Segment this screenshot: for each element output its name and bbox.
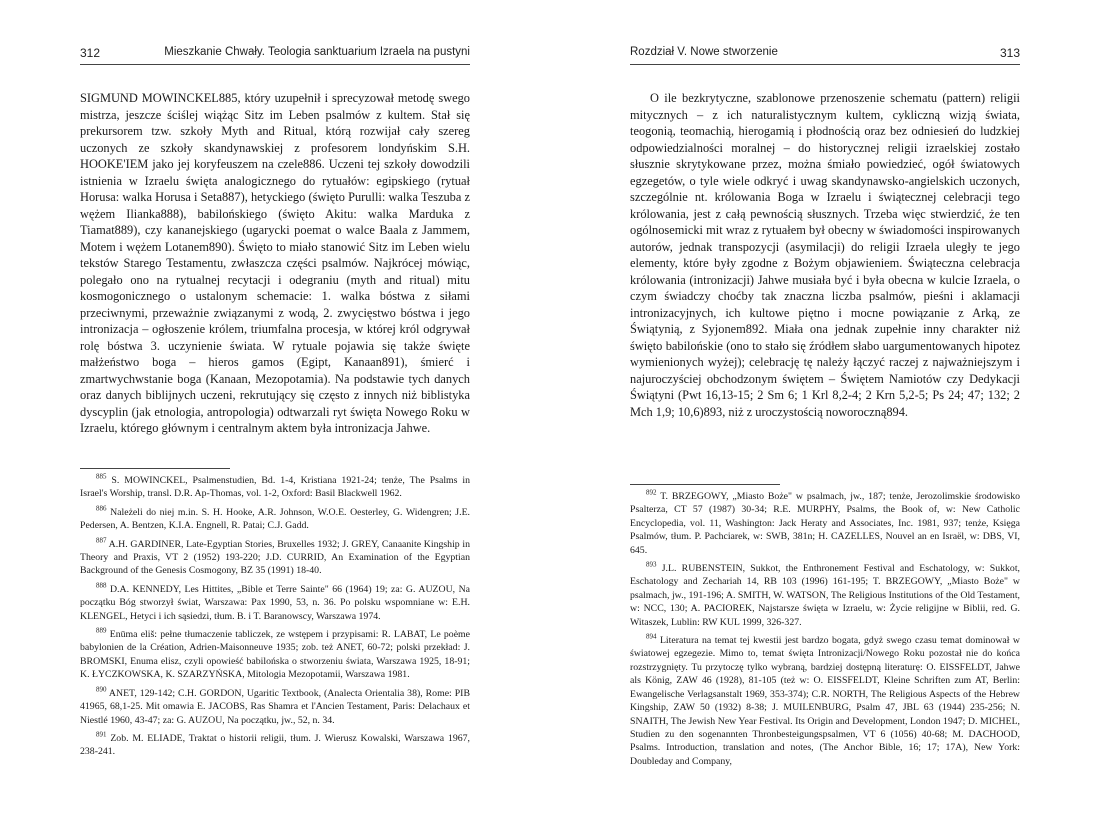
footnote — [630, 490, 1020, 557]
footnote-divider — [80, 468, 230, 469]
paragraph: O ile bezkrytyczne, szablonowe przenoszenie schematu (pattern) religii mitycznych – z ich naturalistycznym kultem, cykliczną wizją świata, teogonią, teomachią, hierogamią i płodnością oraz bez odniesień do ludzkiej odpowiedzialności moralnej – do historycznej religii izraelskiej zostało słusznie skrytykowane przez, można śmiało powiedzieć, ogół światowych egzegetów, o tyle wiele odkryć i uwag skandynawsko-angielskich uczonych, szczególnie nt. królowania Boga w Izraelu i świątecznej celebracji tego królowania, jest z całą pewnością słusznych. Trzeba więc stwierdzić, że ten ogólnosemicki mit wraz z rytuałem był obecny w świadomości inspirowanych autorów, jednak transpozycji (asymilacji) do religii Izraela uległy te jego elementy, które były zgodne z Bożym objawieniem. Świąteczna celebracja królowania (intronizacji) Jahwe musiała być i była obecna w kulcie Izraela, o czym świadczy choćby tak znaczna liczba psalmów, pieśni i aklamacji intronizacyjnych, ich kultowe piętno i mocne powiązanie z Arką, ze Świątynią, z Syjonem892. Miała ona jednak zupełnie inny charakter niż święto babilońskie (ono to stało się źródłem słabo uargumentowanych hipotez wymienionych wyżej); celebrację tę należy łączyć raczej z najważniejszym i najuroczyściej obchodzonym świętem – Świętem Namiotów czy Dedykacji Świątyni (Pwt 16,13-15; 2 Sm 6; 1 Krl 8,2-4; 2 Krn 5,2-5; Ps 24; 47; 132; 2 Mch 1,9; 10,6)893, niż z uroczystością noworoczną894. — [630, 91, 1020, 419]
footnote — [80, 538, 470, 578]
footnote-text: Należeli do niej m.in. S. H. Hooke, A.R. Johnson, W.O.E. Oesterley, G. Widengren; J.E. Pedersen, A. Bentzen, K.I.A. Engnell, R. Patai; C.J. Gadd. — [80, 506, 471, 532]
footnote-number: 889 — [96, 626, 107, 635]
footnotes — [80, 474, 470, 764]
right-page — [630, 0, 1020, 818]
running-title: Rozdział V. Nowe stworzenie — [630, 46, 778, 58]
footnote — [80, 506, 470, 533]
footnote-text: Enūma eliš: pełne tłumaczenie tabliczek, ze wstępem i przypisami: R. LABAT, Le poème babylonien de la Création, Adrien-Maisonneuve 1935; zob. też ANET, 60-72; polski przekład: J. BROMSKI, Enuma elisz, czyli opowieść babilońska o stworzeniu świata, Warszawa 1925, 18-91; K. ŁYCZKOWSKA, K. SZARZYŃSKA, Mitologia Mezopotamii, Warszawa 1981. — [80, 629, 471, 681]
footnotes — [630, 490, 1020, 773]
footnote — [630, 634, 1020, 768]
footnote-text: ANET, 129-142; C.H. GORDON, Ugaritic Textbook, (Analecta Orientalia 38), Rome: PIB 41965, 68,1-25. Mit omawia E. JACOBS, Ras Shamra et l'Ancien Testament, Paris: Delachaux et Niestlé 1960, 43-47; za: G. AUZOU, Na początku, jw., 52, n. 34. — [80, 687, 470, 726]
paragraph: SIGMUND MOWINCKEL885, który uzupełnił i sprecyzował metodę swego mistrza, jeszcze ściślej wiążąc Sitz im Leben psalmów z kultem. Stał się prekursorem tzw. szkoły Myth and Ritual, którą rozwijał cały szereg uczonych ze szkoły skandynawskiej z profesorem londyńskim S.H. HOOKE'IEM jako jej koryfeuszem na czele886. Uczeni tej szkoły dowodzili istnienia w Izraelu święta analogicznego do rytuałów: egipskiego (rytuał Horusa: walka Horusa i Seta887), hetyckiego (święto Purulli: walka Teszuba z wężem Ilianka888), babilońskiego (święto Akitu: walka Marduka z Tiamat889), czy kananejskiego (ugarycki poemat o walce Baala z Jammem, Motem i wężem Lotanem890). Święto to miało stanowić Sitz im Leben wielu tekstów Starego Testamentu, zwłaszcza części psalmów. Najkrócej mówiąc, polegało ono na rytualnej recytacji i odegraniu (myth and ritual) mitu kosmogonicznego o ustalonym schemacie: 1. walka bóstwa z siłami przeciwnymi, przeważnie związanymi z wodą, 2. zwycięstwo bóstwa i jego intronizacja – ogłoszenie królem, triumfalna procesja, w której król odgrywał rolę bóstwa 3. uczynienie świata. W rytuale pojawia się także święte małżeństwo boga – hieros gamos (Egipt, Kanaan891), śmierć i zmartwychwstanie boga (Kanaan, Mezopotamia). Na podstawie tych danych oraz danych biblijnych uczeni, rekrutujący się często z innych niż biblistyka dyscyplin (jak etnologia, antropologia) odtwarzali ryt święta Nowego Roku w Izraelu, którego głównym i centralnym aktem była intronizacja Jahwe. — [80, 91, 470, 435]
footnote-text: D.A. KENNEDY, Les Hittites, „Bible et Terre Sainte" 66 (1964) 19; za: G. AUZOU, Na początku Bóg stworzył świat, Warszawa: Pax 1990, 53, n. 36. Po polsku wspomniane w: E.H. KLENGEL, Hetyci i ich sąsiedzi, tłum. B. i T. Baranowscy, Warszawa 1974. — [80, 583, 470, 622]
page-number: 313 — [999, 46, 1020, 60]
footnote-number: 885 — [96, 472, 107, 481]
footnote-number: 891 — [96, 730, 107, 739]
footnote — [80, 474, 470, 501]
running-title: Mieszkanie Chwały. Teologia sanktuarium Izraela na pustyni — [164, 46, 470, 58]
footnote — [80, 628, 470, 682]
footnote-number: 890 — [96, 685, 107, 694]
footnote-text: Literatura na temat tej kwestii jest bardzo bogata, gdyż swego czasu temat dominował w światowej egzegezie. Mimo to, temat święta Intronizacji/Nowego Roku pozostał nie do końca rozstrzygnięty. Tu przytoczę tylko wybraną, bardziej dostępną literaturę: O. EISSFELDT, Jahwe als König, ZAW 46 (1928), 81-105 (też w: O. EISSFELDT, Kleine Schriften zum AT, Berlin: Ewangelische Verlagsanstalt 1969, 353-374); C.R. NORTH, The Religious Aspects of the Hebrew Kingship, ZAW 50 (1932) 8-38; J. MUILENBURG, Psalm 47, JBL 63 (1944) 235-256; N. SNAITH, The Jewish New Year Festival. Its Origin and Development, London 1947; D. MICHEL, Studien zu den sogenannten Thronbesteigungspsalmen, VT 6 (1056) 40-68; M. DACHOOD, Psalms. Introduction, translation and notes, (The Anchor Bible, 16; 17; 17A), New York: Doubleday and Company, — [630, 635, 1020, 767]
footnote — [80, 732, 470, 759]
footnote-text: T. BRZEGOWY, „Miasto Boże" w psalmach, jw., 187; tenże, Jerozolimskie środowisko Psalterza, CT 57 (1987) 30-34; R.E. MURPHY, Psalms, the Book of, w: New Catholic Encyclopedia, vol. 11, Washington: Jack Heraty and Associates, Inc. 1981, 937; tenże, Księga Psalmów, tłum. P. Pachciarek, w: SWB, 381n; H. CAZELLES, Nouvel an en Israël, w: DBS, VI, 645. — [630, 491, 1020, 556]
footnote-text: Zob. M. ELIADE, Traktat o historii religii, tłum. J. Wierusz Kowalski, Warszawa 1967, 238-241. — [80, 732, 471, 758]
footnote-number: 886 — [96, 504, 107, 513]
body-text — [630, 90, 1020, 420]
footnote-number: 892 — [646, 488, 657, 497]
body-text — [80, 90, 470, 437]
footnote — [80, 583, 470, 623]
footnote-number: 893 — [646, 560, 657, 569]
left-page — [80, 0, 470, 818]
footnote-text: S. MOWINCKEL, Psalmenstudien, Bd. 1-4, Kristiana 1921-24; tenże, The Psalms in Israel's Worship, transl. D.R. Ap-Thomas, vol. 1-2, Oxford: Basil Blackwell 1962. — [80, 475, 471, 500]
footnote — [80, 687, 470, 727]
footnote-number: 894 — [646, 632, 657, 641]
footnote — [630, 562, 1020, 629]
footnote-divider — [630, 484, 780, 485]
footnote-text: A.H. GARDINER, Late-Egyptian Stories, Bruxelles 1932; J. GREY, Canaanite Kingship in Theory and Praxis, VT 2 (1952) 193-220; J.D. CURRID, An Examination of the Egyptian Background of the Genesis Cosmogony, BZ 35 (1991) 18-40. — [80, 538, 470, 577]
page-number: 312 — [80, 46, 101, 60]
footnote-number: 888 — [96, 581, 107, 590]
footnote-number: 887 — [96, 536, 107, 545]
running-head — [80, 46, 470, 65]
running-head — [630, 46, 1020, 65]
footnote-text: J.L. RUBENSTEIN, Sukkot, the Enthronement Festival and Eschatology, w: Sukkot, Eschatology and Zechariah 14, RB 103 (1996) 161-195; T. BRZEGOWY, „Miasto Boże" w psalmach, jw., 191-196; A. SMITH, W. WATSON, The Religious Institutions of the Old Testament, w: NCC, 130; A. PACIOREK, Najstarsze święta w Izraelu, w: Życie religijne w Biblii, red. G. Witaszek, Lublin: RW KUL 1999, 326-327. — [630, 563, 1020, 628]
